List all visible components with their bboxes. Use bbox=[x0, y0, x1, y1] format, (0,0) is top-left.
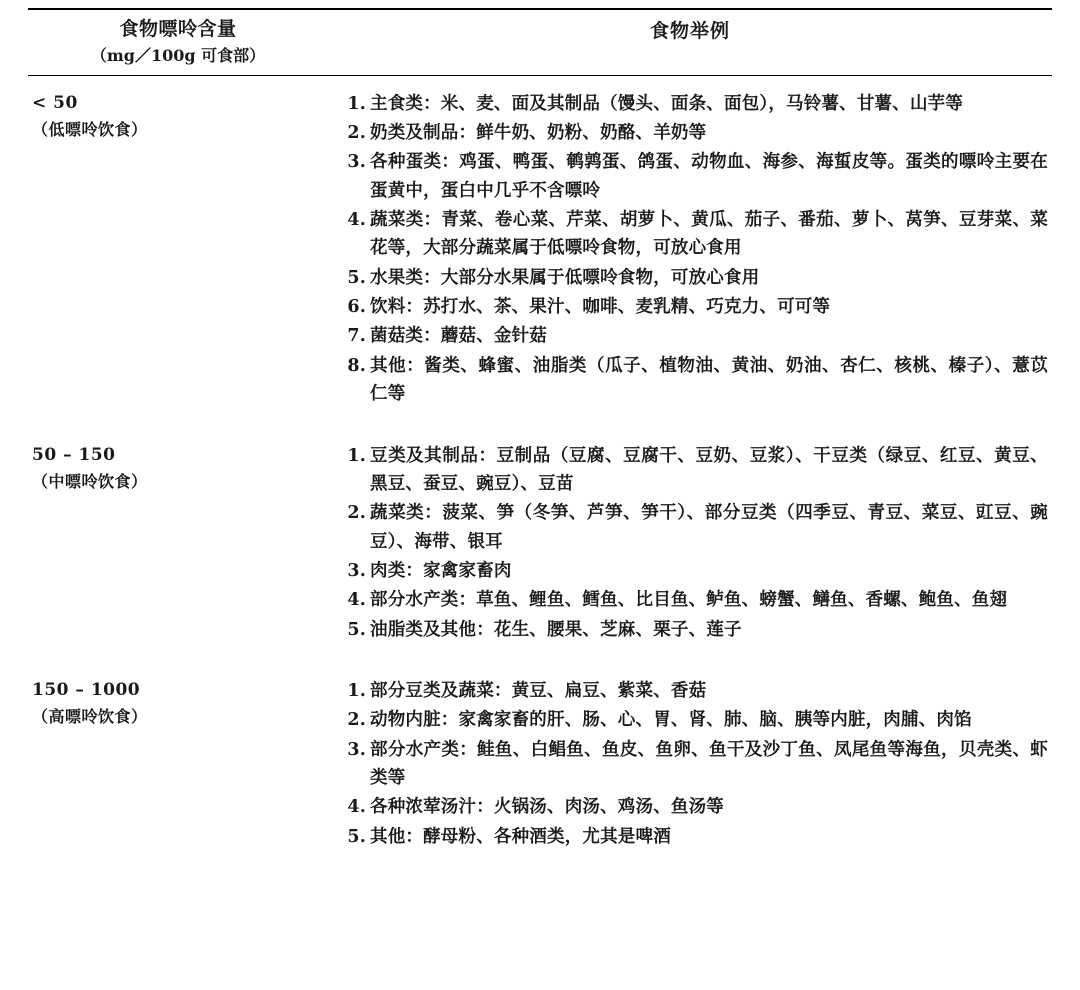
list-item: 油脂类及其他：花生、腰果、芝麻、栗子、莲子 bbox=[370, 619, 742, 640]
list-item: 动物内脏：家禽家畜的肝、肠、心、胃、肾、肺、脑、胰等内脏，肉脯、肉馅 bbox=[370, 710, 972, 731]
header-left-line1: 食物嘌呤含量 bbox=[119, 18, 237, 40]
category-label: （高嘌呤饮食） bbox=[32, 707, 148, 727]
food-example-list bbox=[332, 442, 1048, 644]
table-row bbox=[28, 75, 1052, 427]
list-item: 主食类：米、麦、面及其制品（馒头、面条、面包），马铃薯、甘薯、山芋等 bbox=[370, 93, 964, 114]
category-label: （低嘌呤饮食） bbox=[32, 119, 148, 139]
header-cell-purine-content bbox=[28, 9, 328, 75]
list-item: 其他：酵母粉、各种酒类，尤其是啤酒 bbox=[370, 826, 671, 847]
list-item: 水果类：大部分水果属于低嘌呤食物，可放心食用 bbox=[370, 267, 760, 288]
header-left-line2: （mg／100g 可食部） bbox=[90, 45, 266, 65]
list-item: 各种浓荤汤汁：火锅汤、肉汤、鸡汤、鱼汤等 bbox=[370, 797, 724, 818]
purine-content-table bbox=[28, 8, 1052, 862]
category-range: 150 – 1000 bbox=[32, 679, 141, 700]
category-cell-medium bbox=[28, 428, 328, 663]
list-item: 各种蛋类：鸡蛋、鸭蛋、鹌鹑蛋、鸽蛋、动物血、海参、海蜇皮等。蛋类的嘌呤主要在蛋黄中，蛋白中几乎不含嘌呤 bbox=[370, 152, 1048, 201]
category-range: 50 – 150 bbox=[32, 444, 116, 465]
examples-cell-medium bbox=[328, 428, 1052, 663]
list-item: 部分豆类及蔬菜：黄豆、扁豆、紫菜、香菇 bbox=[370, 680, 707, 701]
header-cell-food-examples: 食物举例 bbox=[328, 9, 1052, 75]
document-page bbox=[0, 8, 1080, 990]
examples-cell-high bbox=[328, 663, 1052, 862]
table-row bbox=[28, 663, 1052, 862]
list-item: 饮料：苏打水、茶、果汁、咖啡、麦乳精、巧克力、可可等 bbox=[370, 297, 831, 318]
list-item: 豆类及其制品：豆制品（豆腐、豆腐干、豆奶、豆浆）、干豆类（绿豆、红豆、黄豆、黑豆、蚕豆、豌豆）、豆苗 bbox=[370, 445, 1048, 494]
category-label: （中嘌呤饮食） bbox=[32, 471, 148, 491]
list-item: 肉类：家禽家畜肉 bbox=[370, 560, 512, 581]
category-cell-low bbox=[28, 75, 328, 427]
list-item: 蔬菜类：菠菜、笋（冬笋、芦笋、笋干）、部分豆类（四季豆、青豆、菜豆、豇豆、豌豆）、海带、银耳 bbox=[370, 503, 1048, 552]
list-item: 菌菇类：蘑菇、金针菇 bbox=[370, 326, 547, 347]
list-item: 奶类及制品：鲜牛奶、奶粉、奶酪、羊奶等 bbox=[370, 123, 707, 144]
list-item: 部分水产类：草鱼、鲤鱼、鳕鱼、比目鱼、鲈鱼、螃蟹、鳝鱼、香螺、鲍鱼、鱼翅 bbox=[370, 590, 1008, 611]
list-item: 部分水产类：鲑鱼、白鲳鱼、鱼皮、鱼卵、鱼干及沙丁鱼、凤尾鱼等海鱼，贝壳类、虾类等 bbox=[370, 739, 1048, 788]
list-item: 蔬菜类：青菜、卷心菜、芹菜、胡萝卜、黄瓜、茄子、番茄、萝卜、莴笋、豆芽菜、菜花等，大部分蔬菜属于低嘌呤食物，可放心食用 bbox=[370, 210, 1048, 259]
food-example-list bbox=[332, 90, 1048, 409]
table-header-row bbox=[28, 9, 1052, 75]
list-item: 其他：酱类、蜂蜜、油脂类（瓜子、植物油、黄油、奶油、杏仁、核桃、榛子）、薏苡仁等 bbox=[370, 355, 1048, 405]
category-cell-high bbox=[28, 663, 328, 862]
examples-cell-low bbox=[328, 75, 1052, 427]
table-row bbox=[28, 428, 1052, 663]
category-range: < 50 bbox=[32, 92, 78, 113]
food-example-list bbox=[332, 677, 1048, 851]
